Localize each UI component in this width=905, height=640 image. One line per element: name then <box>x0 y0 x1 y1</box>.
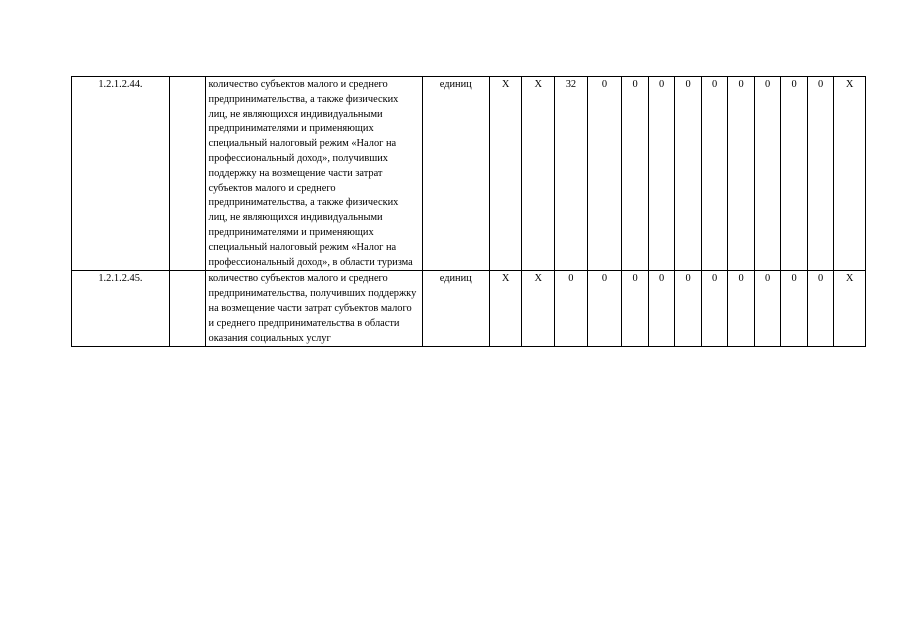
value-cell: 0 <box>675 77 702 271</box>
value-cell: 0 <box>701 77 728 271</box>
value-cell: Х <box>522 77 555 271</box>
row-code: 1.2.1.2.45. <box>72 271 170 347</box>
indicators-table <box>71 76 866 347</box>
empty-cell <box>169 271 205 347</box>
row-unit: единиц <box>422 77 489 271</box>
row-code: 1.2.1.2.44. <box>72 77 170 271</box>
value-cell: 0 <box>587 77 622 271</box>
row-description: количество субъектов малого и среднего предпринимательства, а также физических лиц, не являющихся индивидуальными предпринимателями и применяющих специальный налоговый режим «Налог на профессиональный доход», получивших поддержку на возмещение части затрат субъектов малого и среднего предпринимательства, а также физических лиц, не являющихся индивидуальными предпринимателями и применяющих специальный налоговый режим «Налог на профессиональный доход», в области туризма <box>205 77 422 271</box>
value-cell: 0 <box>622 271 649 347</box>
value-cell: 0 <box>781 77 808 271</box>
table-row <box>72 271 866 347</box>
value-cell: 0 <box>754 271 781 347</box>
value-cell: 0 <box>807 77 834 271</box>
value-cell: 0 <box>587 271 622 347</box>
value-cell: 0 <box>728 77 755 271</box>
value-cell: Х <box>522 271 555 347</box>
value-cell: 0 <box>728 271 755 347</box>
row-unit: единиц <box>422 271 489 347</box>
value-cell: 0 <box>648 77 675 271</box>
row-description: количество субъектов малого и среднего предпринимательства, получивших поддержку на возмещение части затрат субъектов малого и среднего предпринимательства в области оказания социальных услуг <box>205 271 422 347</box>
value-cell: Х <box>489 77 522 271</box>
value-cell: Х <box>489 271 522 347</box>
value-cell: 0 <box>675 271 702 347</box>
table-row <box>72 77 866 271</box>
value-cell: 0 <box>555 271 588 347</box>
value-cell: 0 <box>701 271 728 347</box>
value-cell: 0 <box>622 77 649 271</box>
value-cell: 0 <box>754 77 781 271</box>
value-cell: Х <box>834 77 866 271</box>
value-cell: Х <box>834 271 866 347</box>
value-cell: 32 <box>555 77 588 271</box>
value-cell: 0 <box>781 271 808 347</box>
empty-cell <box>169 77 205 271</box>
value-cell: 0 <box>648 271 675 347</box>
value-cell: 0 <box>807 271 834 347</box>
